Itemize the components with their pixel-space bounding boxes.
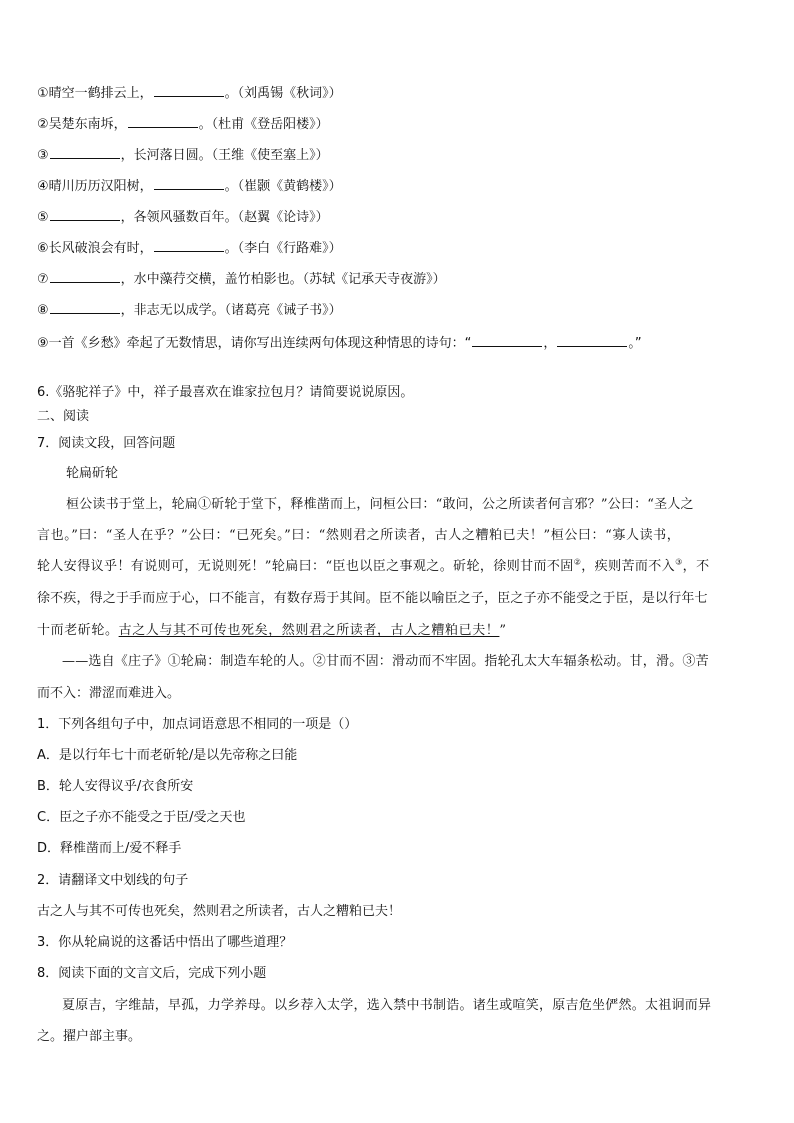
item-text: ⑤	[37, 210, 49, 225]
answer-blank[interactable]	[154, 177, 224, 190]
item-text: ⑨一首《乡愁》牵起了无数情思，请你写出连续两句体现这种情思的诗句：“	[37, 336, 472, 351]
answer-blank-1[interactable]	[472, 334, 542, 347]
item-text: ②吴楚东南坼，	[37, 117, 127, 132]
source-note: 而不入：滞涩而难进入。	[37, 686, 181, 701]
passage-line	[37, 623, 507, 639]
answer-blank[interactable]	[50, 270, 120, 283]
fill-in-item-4	[37, 177, 342, 195]
answer-blank-2[interactable]	[557, 334, 627, 347]
source-note: ——选自《庄子》①轮扁：制造车轮的人。②甘而不固：滑动而不牢固。指轮孔太大车辐条松动。甘，滑。③苦	[62, 654, 709, 669]
item-text: ③	[37, 148, 49, 163]
sub-question-3: 3．你从轮扁说的这番话中悟出了哪些道理？	[37, 935, 293, 950]
passage-line: 言也。”曰：“圣人在乎？”公曰：“已死矣。”曰：“然则君之所读者，古人之糟粕已夫！”桓公曰：“寡人读书，	[37, 528, 681, 543]
option-d: D．释椎凿而上/爱不释手	[37, 841, 182, 856]
underlined-sentence: 古之人与其不可传也死矣，然则君之所读者，古人之糟粕已夫！	[118, 623, 500, 638]
passage-text: 十而老斫轮。	[37, 623, 119, 638]
fill-in-item-6	[37, 239, 342, 257]
passage-text: ，不	[682, 559, 710, 574]
passage-title: 轮扁斫轮	[66, 466, 119, 481]
passage-line: 之。擢户部主事。	[37, 1029, 142, 1044]
item-text: ④晴川历历汉阳树，	[37, 179, 153, 194]
section-heading: 二、阅读	[37, 409, 90, 424]
answer-blank[interactable]	[128, 115, 198, 128]
footnote-mark: ②	[573, 557, 582, 567]
item-text: ⑥长风破浪会有时，	[37, 241, 153, 256]
question-6: 6.《骆驼祥子》中，祥子最喜欢在谁家拉包月？请简要说说原因。	[37, 385, 414, 400]
item-source: ，水中藻荇交横，盖竹柏影也。（苏轼《记承天寺夜游》）	[120, 272, 446, 287]
passage-line: 徐不疾，得之于手而应于心，口不能言，有数存焉于其间。臣不能以喻臣之子，臣之子亦不能受之于臣，是以行年七	[37, 591, 708, 606]
item-source: ，各领风骚数百年。（赵翼《论诗》）	[120, 210, 329, 225]
item-text: ①晴空一鹤排云上，	[37, 86, 153, 101]
answer-blank[interactable]	[50, 208, 120, 221]
item-source: ，非志无以成学。（诸葛亮《诫子书》）	[120, 303, 342, 318]
item-source: 。（李白《行路难》）	[224, 241, 342, 256]
passage-text: ”	[499, 623, 507, 638]
passage-line	[37, 559, 709, 575]
passage-line: 夏原吉，字维喆，早孤，力学养母。以乡荐入太学，选入禁中书制诰。诸生或喧笑，原吉危坐俨然。太祖诇而异	[62, 998, 712, 1013]
sub-question-1: 1．下列各组句子中，加点词语意思不相同的一项是（）	[37, 717, 358, 732]
footnote-mark: ③	[675, 557, 683, 567]
answer-blank[interactable]	[154, 84, 224, 97]
fill-in-item-2	[37, 115, 329, 133]
separator: ，	[543, 336, 557, 351]
item-source: 。（刘禹锡《秋词》）	[224, 86, 342, 101]
item-text: ⑧	[37, 303, 49, 318]
passage-text: ，疾则苦而不入	[581, 559, 676, 574]
answer-blank[interactable]	[50, 301, 120, 314]
option-a: A．是以行年七十而老斫轮/是以先帝称之曰能	[37, 748, 298, 763]
sub-question-2: 2．请翻译文中划线的句子	[37, 873, 189, 888]
fill-in-item-8	[37, 301, 342, 319]
passage-text: 轮人安得议乎！有说则可，无说则死！”轮扁曰：“臣也以臣之事观之。斫轮，徐则甘而不固	[37, 559, 574, 574]
fill-in-item-5	[37, 208, 329, 226]
option-c: C．臣之子亦不能受之于臣/受之天也	[37, 810, 246, 825]
fill-in-item-7	[37, 270, 446, 288]
fill-in-item-3	[37, 146, 329, 164]
sub-question-2-text: 古之人与其不可传也死矣，然则君之所读者，古人之糟粕已夫！	[37, 904, 402, 919]
answer-blank[interactable]	[154, 239, 224, 252]
item-source: 。（崔颢《黄鹤楼》）	[224, 179, 342, 194]
item-text: ⑦	[37, 272, 49, 287]
item-source: ，长河落日圆。（王维《使至塞上》）	[120, 148, 329, 163]
passage-line: 桓公读书于堂上，轮扁①斫轮于堂下，释椎凿而上，问桓公曰：“敢问，公之所读者何言邪？”公曰：“圣人之	[66, 497, 694, 512]
answer-blank[interactable]	[50, 146, 120, 159]
fill-in-item-9	[37, 334, 642, 352]
question-8: 8．阅读下面的文言文后，完成下列小题	[37, 966, 267, 981]
question-7: 7．阅读文段，回答问题	[37, 436, 176, 451]
item-source: 。（杜甫《登岳阳楼》）	[198, 117, 329, 132]
item-end: 。”	[628, 336, 642, 351]
fill-in-item-1	[37, 84, 342, 102]
option-b: B．轮人安得议乎/衣食所安	[37, 779, 194, 794]
